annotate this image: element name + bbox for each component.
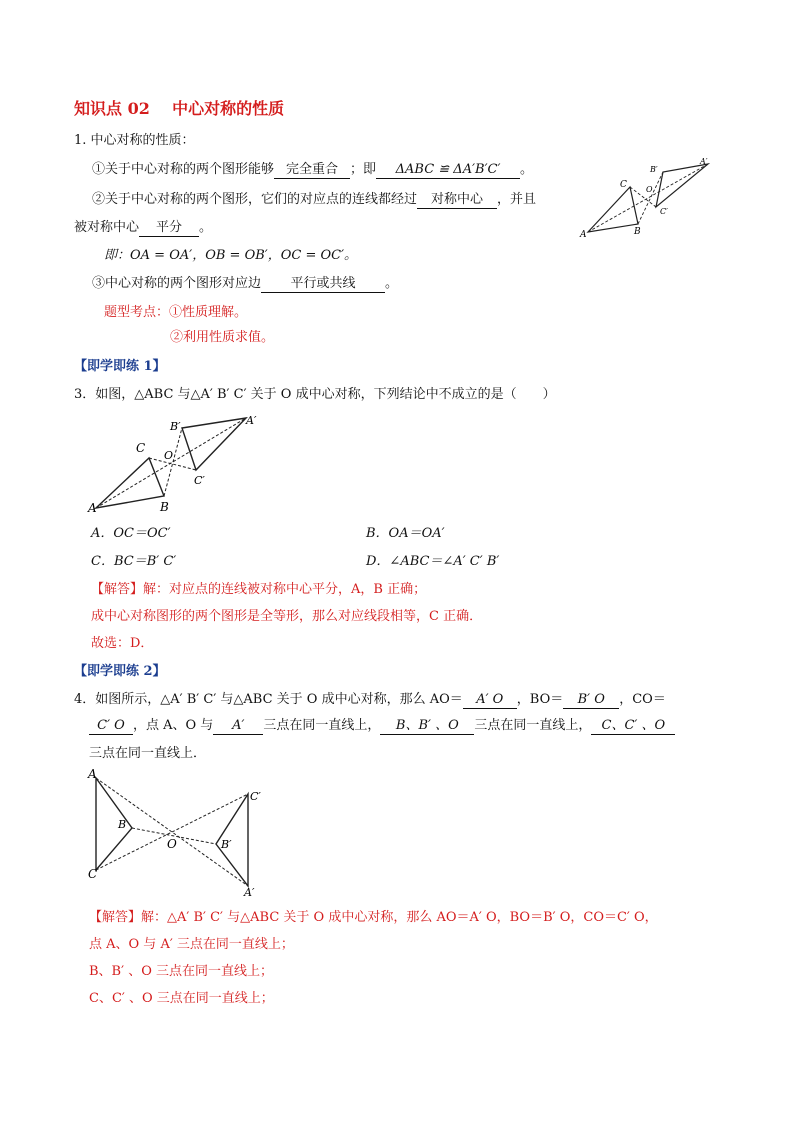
blank-answer: A′: [213, 718, 263, 735]
label-a1: A′: [246, 414, 257, 427]
triangle-a1b1c1: [182, 418, 246, 470]
blank-answer: C、C′ 、O: [591, 718, 675, 735]
symmetry-figure-2: [86, 408, 266, 518]
blank-answer: C′ O: [89, 718, 133, 735]
symmetry-figure-1: [578, 152, 718, 242]
label-c1: C′: [194, 474, 205, 487]
example-tag: 【即学即练 1】: [74, 359, 166, 374]
triangle-abc: [96, 778, 132, 870]
label-o: O: [646, 185, 653, 194]
option-b[interactable]: B．OA＝OA′: [366, 526, 445, 541]
equation-line: 即：OA = OA′，OB = OB′，OC = OC′。: [104, 248, 358, 263]
answer-line-3: 故选：D．: [91, 636, 154, 651]
label-b: B: [634, 227, 641, 237]
property-line-4: ③中心对称的两个图形对应边 平行或共线 。: [92, 276, 399, 291]
property-heading: 1. 中心对称的性质：: [74, 133, 195, 148]
triangle-abc: [96, 458, 164, 508]
triangle-a1b1c1: [656, 164, 708, 207]
blank-answer: B′ O: [563, 692, 619, 709]
example-tag: 【即学即练 2】: [74, 664, 166, 679]
answer-line-1: 【解答】解：△A′ B′ C′ 与△ABC 关于 O 成中心对称，那么 AO＝A′ O，BO＝B′ O，CO＝C′ O，: [89, 910, 658, 925]
label-o: O: [167, 837, 177, 851]
label-c: C: [88, 867, 98, 881]
section-title: [74, 96, 284, 119]
option-c[interactable]: C．BC＝B′ C′: [91, 554, 177, 569]
label-a1: A′: [700, 157, 708, 166]
section-title-text: 中心对称的性质: [172, 99, 285, 118]
blank-answer: A′ O: [463, 692, 517, 709]
section-number: 知识点 02: [74, 99, 150, 118]
property-line-2: ②关于中心对称的两个图形，它们的对应点的连线都经过 对称中心 ，并且: [92, 192, 537, 207]
triangle-abc: [588, 187, 638, 232]
label-o: O: [164, 449, 174, 462]
label-b1: B′: [650, 165, 658, 174]
blank-answer: ΔABC ≌ ΔA′B′C′: [376, 162, 520, 179]
option-a[interactable]: A．OC＝OC′: [91, 526, 171, 541]
answer-line-3: B、B′ 、O 三点在同一直线上；: [89, 964, 273, 979]
question-line-3: 三点在同一直线上．: [89, 746, 207, 761]
answer-line-1: 【解答】解：对应点的连线被对称中心平分，A，B 正确；: [91, 582, 427, 597]
key-points-1: 题型考点：①性质理解。: [104, 305, 248, 320]
option-d[interactable]: D．∠ABC＝∠A′ C′ B′: [366, 554, 500, 569]
label-a: A: [580, 230, 587, 240]
answer-line-2: 点 A、O 与 A′ 三点在同一直线上；: [89, 937, 294, 952]
label-b: B: [118, 818, 127, 831]
label-a: A: [88, 501, 97, 515]
answer-line-2: 成中心对称图形的两个图形是全等形，那么对应线段相等，C 正确．: [91, 609, 483, 624]
blank-answer: B、B′ 、O: [380, 718, 474, 735]
question-line-2: C′ O ，点 A、O 与 A′ 三点在同一直线上， B、B′ 、O 三点在同一直线上， C、C′ 、O: [89, 718, 675, 735]
blank-answer: 完全重合: [274, 162, 350, 179]
symmetry-figure-3: [82, 768, 282, 898]
label-c1: C′: [660, 207, 668, 216]
property-line-1: ①关于中心对称的两个图形能够 完全重合 ；即 ΔABC ≌ ΔA′B′C′ 。: [92, 162, 534, 177]
key-points-2: ②利用性质求值。: [170, 330, 275, 345]
blank-answer: 对称中心: [417, 192, 497, 209]
question-text: 3．如图，△ABC 与△A′ B′ C′ 关于 O 成中心对称，下列结论中不成立的是（ ）: [74, 387, 556, 402]
answer-line-4: C、C′ 、O 三点在同一直线上；: [89, 991, 274, 1006]
blank-answer: 平行或共线: [261, 276, 385, 293]
label-b1: B′: [170, 420, 181, 433]
label-a1: A′: [244, 886, 255, 898]
label-c1: C′: [250, 790, 261, 803]
question-line-1: 4．如图所示，△A′ B′ C′ 与△ABC 关于 O 成中心对称，那么 AO＝ A′ O ，BO＝ B′ O ，CO＝: [74, 692, 666, 707]
property-line-3: 被对称中心 平分 。: [74, 220, 213, 235]
label-a: A: [88, 768, 97, 781]
label-c: C: [136, 441, 146, 455]
label-c: C: [620, 180, 627, 190]
label-b1: B′: [221, 838, 232, 851]
blank-answer: 平分: [139, 220, 199, 237]
label-b: B: [160, 500, 169, 514]
